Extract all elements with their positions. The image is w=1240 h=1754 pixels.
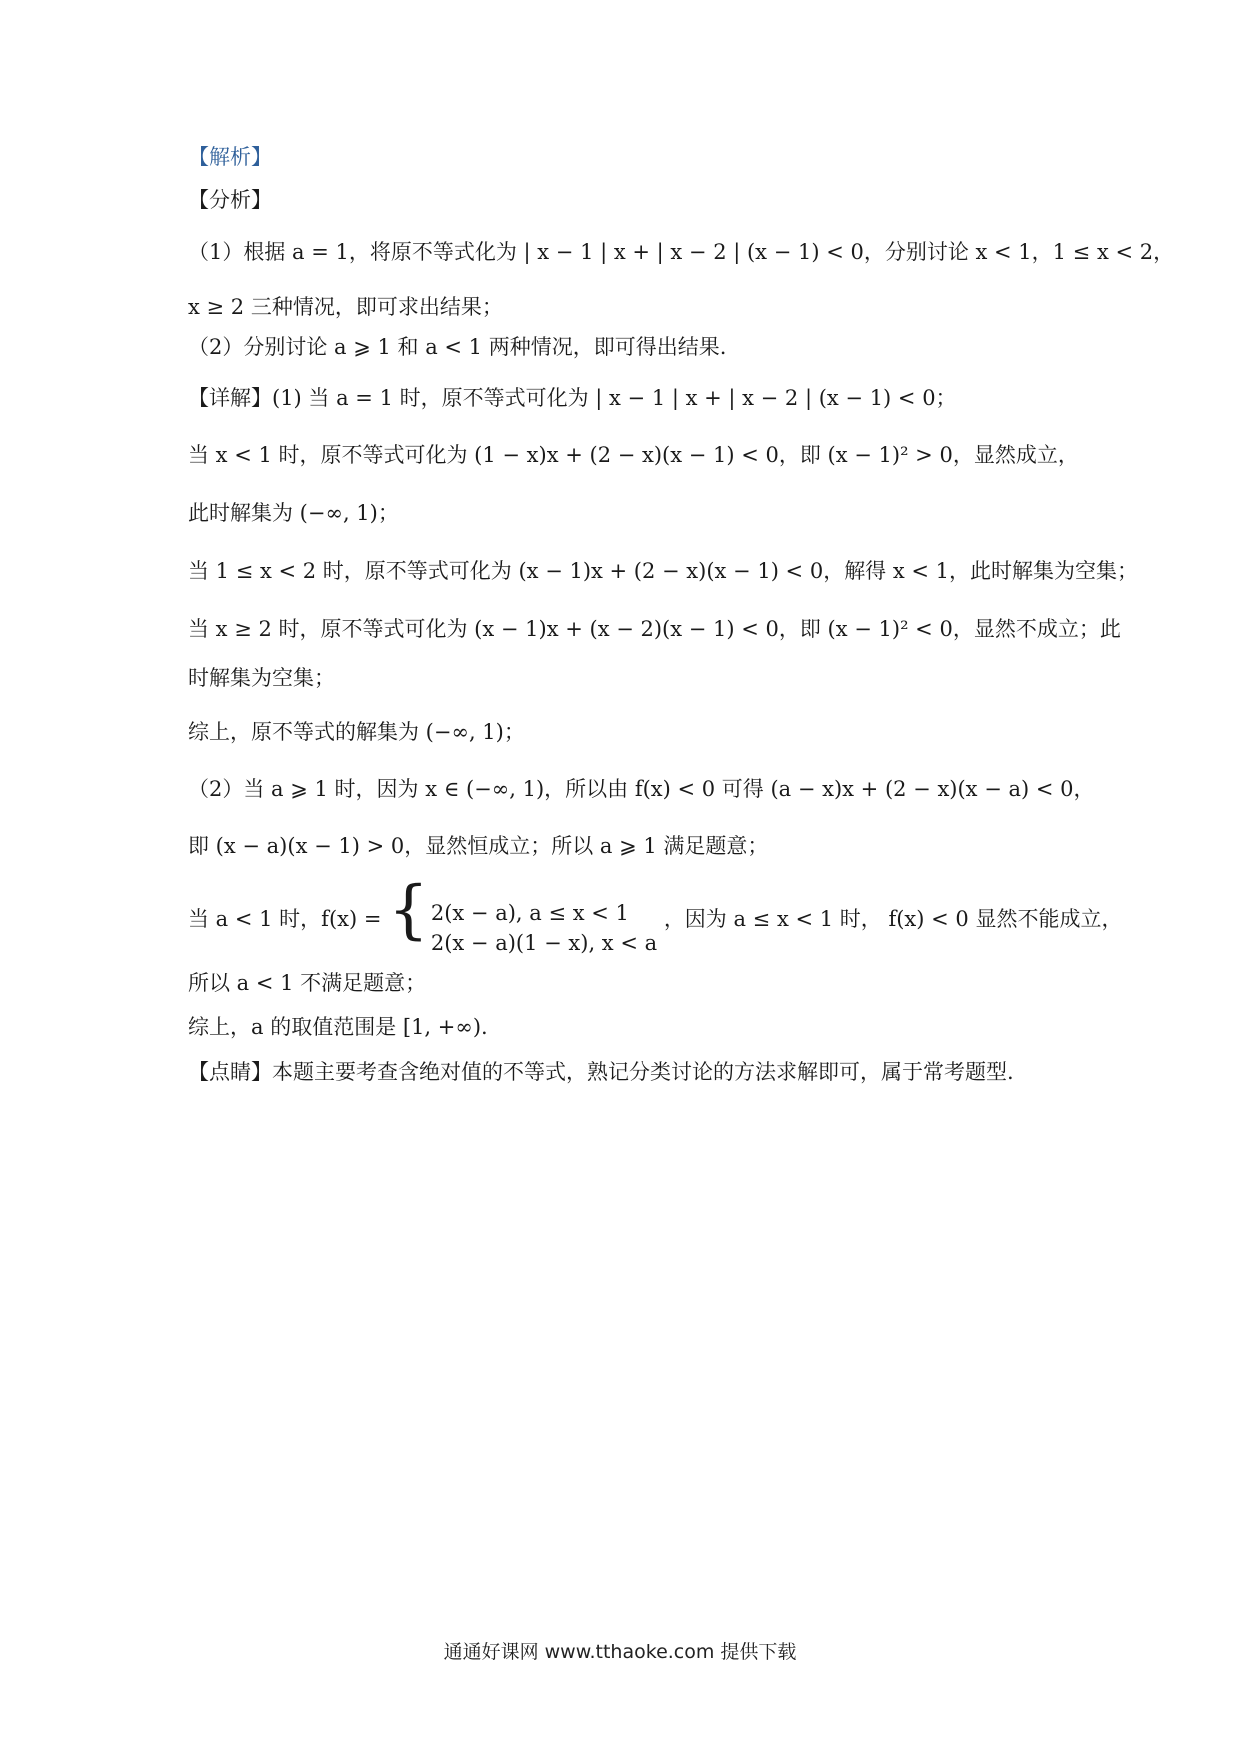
detail-line-3: 此时解集为 (−∞, 1)； <box>188 501 399 525</box>
detail-line-1: 【详解】(1) 当 a = 1 时，原不等式可化为 | x − 1 | x + | x − 2 | (x − 1) < 0； <box>188 386 957 410</box>
analysis-line-3: （2）分别讨论 a ⩾ 1 和 a < 1 两种情况，即可得出结果. <box>188 335 727 359</box>
piecewise-suffix: ，因为 a ≤ x < 1 时， f(x) < 0 显然不能成立， <box>663 907 1123 931</box>
brace-symbol: { <box>388 873 429 947</box>
piecewise-prefix: 当 a < 1 时，f(x) = <box>188 907 382 931</box>
detail-line-11: 所以 a < 1 不满足题意； <box>188 971 427 995</box>
detail-line-10-piecewise <box>188 873 1123 955</box>
detail-line-6: 时解集为空集； <box>188 666 335 690</box>
detail-line-9: 即 (x − a)(x − 1) > 0，显然恒成立；所以 a ⩾ 1 满足题意； <box>188 834 769 858</box>
page-footer: 通通好课网 www.tthaoke.com 提供下载 <box>443 1641 797 1663</box>
detail-line-12: 综上，a 的取值范围是 [1, +∞). <box>188 1015 488 1039</box>
detail-line-2: 当 x < 1 时，原不等式可化为 (1 − x)x + (2 − x)(x − 1) < 0，即 (x − 1)² > 0，显然成立， <box>188 443 1079 467</box>
detail-line-4: 当 1 ≤ x < 2 时，原不等式可化为 (x − 1)x + (2 − x)(x − 1) < 0，解得 x < 1，此时解集为空集； <box>188 559 1139 583</box>
section-heading-jiexi: 【解析】 <box>188 145 272 169</box>
piecewise-definition <box>388 873 658 961</box>
section-heading-fenxi: 【分析】 <box>188 188 272 212</box>
detail-line-7: 综上，原不等式的解集为 (−∞, 1)； <box>188 720 525 744</box>
detail-line-5: 当 x ≥ 2 时，原不等式可化为 (x − 1)x + (x − 2)(x − 1) < 0，即 (x − 1)² < 0，显然不成立；此 <box>188 617 1121 641</box>
detail-line-13: 【点睛】本题主要考查含绝对值的不等式，熟记分类讨论的方法求解即可，属于常考题型. <box>188 1060 1014 1084</box>
analysis-line-2: x ≥ 2 三种情况，即可求出结果； <box>188 295 503 319</box>
analysis-line-1: （1）根据 a = 1，将原不等式化为 | x − 1 | x + | x − 2 | (x − 1) < 0，分别讨论 x < 1，1 ≤ x < 2， <box>188 240 1175 264</box>
piecewise-rows <box>431 898 657 958</box>
piecewise-case-2: 2(x − a)(1 − x), x < a <box>430 930 658 955</box>
detail-line-8: （2）当 a ⩾ 1 时，因为 x ∈ (−∞, 1)，所以由 f(x) < 0 可得 (a − x)x + (2 − x)(x − a) < 0， <box>188 777 1095 801</box>
piecewise-case-1: 2(x − a), a ≤ x < 1 <box>430 900 629 925</box>
